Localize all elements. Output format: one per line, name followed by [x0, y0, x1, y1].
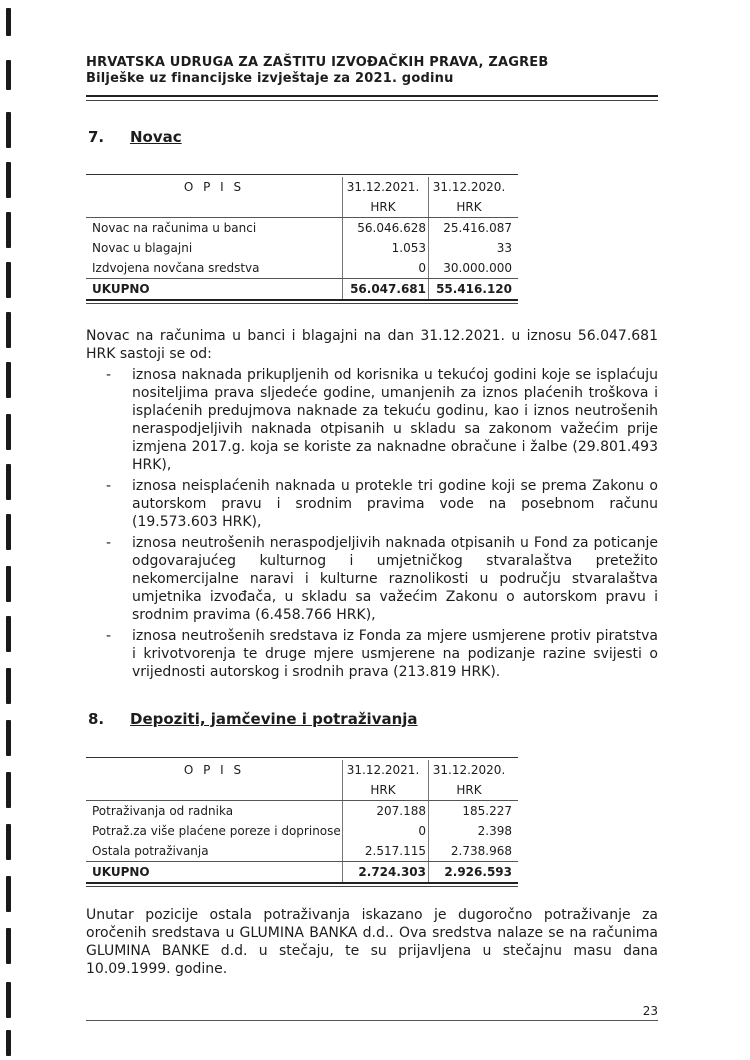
table-top-rule: [86, 174, 518, 175]
binder-mark: [6, 928, 11, 964]
binder-mark: [6, 162, 11, 198]
list-item: - iznosa naknada prikupljenih od korisnika u tekućoj godini koje se isplaćuju nositeljima prava sljedeće godine, umanjenih za iznos plaćenih troškova i isplaćenih predujmova naknade za tekuću godinu, kao i iznos neutrošenih neraspodjeljivih naknada otpisanih u skladu sa zakonom važećim prije izmjena 2017.g. koja se koriste za naknadne obračune i žalbe (29.801.493 HRK),: [106, 367, 658, 473]
table-row: Izdvojena novčana sredstva 0 30.000.000: [86, 258, 518, 278]
binder-mark: [6, 262, 11, 298]
table-row: Novac u blagajni 1.053 33: [86, 238, 518, 258]
binder-mark: [6, 362, 11, 398]
column-header-description: O P I S: [183, 180, 245, 194]
table-row: Potraž.za više plaćene poreze i doprinose 0 2.398: [86, 821, 518, 841]
binder-mark: [6, 1030, 11, 1056]
receivables-paragraph: Unutar pozicije ostala potraživanja iskazano je dugoročno potraživanje za oročenih sredstava u GLUMINA BANKA d.d.. Ova sredstva nalaze se na računima GLUMINA BANKE d.d. u stečaju, te su prijavljena u stečajnu masu dana 10.09.1999. godine.: [86, 907, 658, 977]
column-header-description: O P I S: [183, 763, 245, 777]
column-header-2021: 31.12.2021.: [346, 763, 420, 777]
binder-mark: [6, 8, 11, 36]
document-subtitle: Bilješke uz financijske izvještaje za 2021. godinu: [86, 71, 454, 86]
unit-label: HRK: [456, 200, 482, 214]
binder-mark: [6, 772, 11, 808]
unit-label: HRK: [370, 783, 396, 797]
binder-mark: [6, 668, 11, 704]
section-title: Depoziti, jamčevine i potraživanja: [130, 710, 418, 728]
section-8-heading: [88, 710, 418, 728]
section-7-heading: [88, 128, 182, 146]
table-top-rule: [86, 757, 518, 758]
binder-mark: [6, 212, 11, 248]
table-unit-row: [86, 197, 518, 217]
unit-label: HRK: [370, 200, 396, 214]
binder-mark: [6, 514, 11, 550]
table-row: Potraživanja od radnika 207.188 185.227: [86, 801, 518, 821]
section-number: 7.: [88, 128, 105, 146]
table-header-row: [86, 177, 518, 197]
section-number: 8.: [88, 710, 105, 728]
section-title: Novac: [130, 128, 182, 146]
page-number: 23: [642, 1004, 658, 1018]
table-header-row: [86, 760, 518, 780]
header-rule: [86, 95, 658, 97]
cash-breakdown-list: [86, 366, 658, 684]
column-header-2021: 31.12.2021.: [346, 180, 420, 194]
binder-mark: [6, 824, 11, 860]
receivables-table: [86, 757, 518, 887]
list-item: - iznosa neutrošenih neraspodjeljivih naknada otpisanih u Fond za poticanje odgovarajućeg kulturnog i umjetničkog stvaralaštva pretežito nekomercijalne naravi i kulturne raznolikosti u području stvaralaštva umjetnika izvođača, u skladu sa važećim Zakonu o autorskom pravu i srodnim pravima (6.458.766 HRK),: [106, 535, 658, 623]
binder-mark: [6, 876, 11, 912]
list-item: - iznosa neutrošenih sredstava iz Fonda za mjere usmjerene protiv piratstva i krivotvorenja te druge mjere usmjerene na podizanje razine svijesti o vrijednosti autorskog i srodnih prava (213.819 HRK).: [106, 628, 658, 680]
binder-mark: [6, 982, 11, 1018]
footer-rule: [86, 1020, 658, 1021]
list-item: - iznosa neisplaćenih naknada u protekle tri godine koji se prema Zakonu o autorskom pravu i srodnim pravima vode na posebnom računu (19.573.603 HRK),: [106, 478, 658, 530]
cash-intro-paragraph: Novac na računima u banci i blagajni na dan 31.12.2021. u iznosu 56.047.681 HRK sastoji se od:: [86, 328, 658, 362]
header-rule-thin: [86, 100, 658, 101]
column-header-2020: 31.12.2020.: [432, 180, 506, 194]
organization-title: HRVATSKA UDRUGA ZA ZAŠTITU IZVOĐAČKIH PRAVA, ZAGREB: [86, 55, 549, 70]
table-row: Novac na računima u banci 56.046.628 25.416.087: [86, 218, 518, 238]
table-row: Ostala potraživanja 2.517.115 2.738.968: [86, 841, 518, 861]
table-total-row: UKUPNO 2.724.303 2.926.593: [86, 862, 518, 882]
binder-mark: [6, 414, 11, 450]
page-header: [86, 55, 658, 87]
binder-mark: [6, 720, 11, 756]
table-unit-row: [86, 780, 518, 800]
binder-mark: [6, 566, 11, 602]
column-header-2020: 31.12.2020.: [432, 763, 506, 777]
binder-mark: [6, 464, 11, 500]
binder-mark: [6, 312, 11, 348]
unit-label: HRK: [456, 783, 482, 797]
binder-mark: [6, 112, 11, 148]
binder-mark: [6, 616, 11, 652]
cash-table: [86, 174, 518, 304]
table-total-row: UKUPNO 56.047.681 55.416.120: [86, 279, 518, 299]
binder-mark: [6, 60, 11, 90]
